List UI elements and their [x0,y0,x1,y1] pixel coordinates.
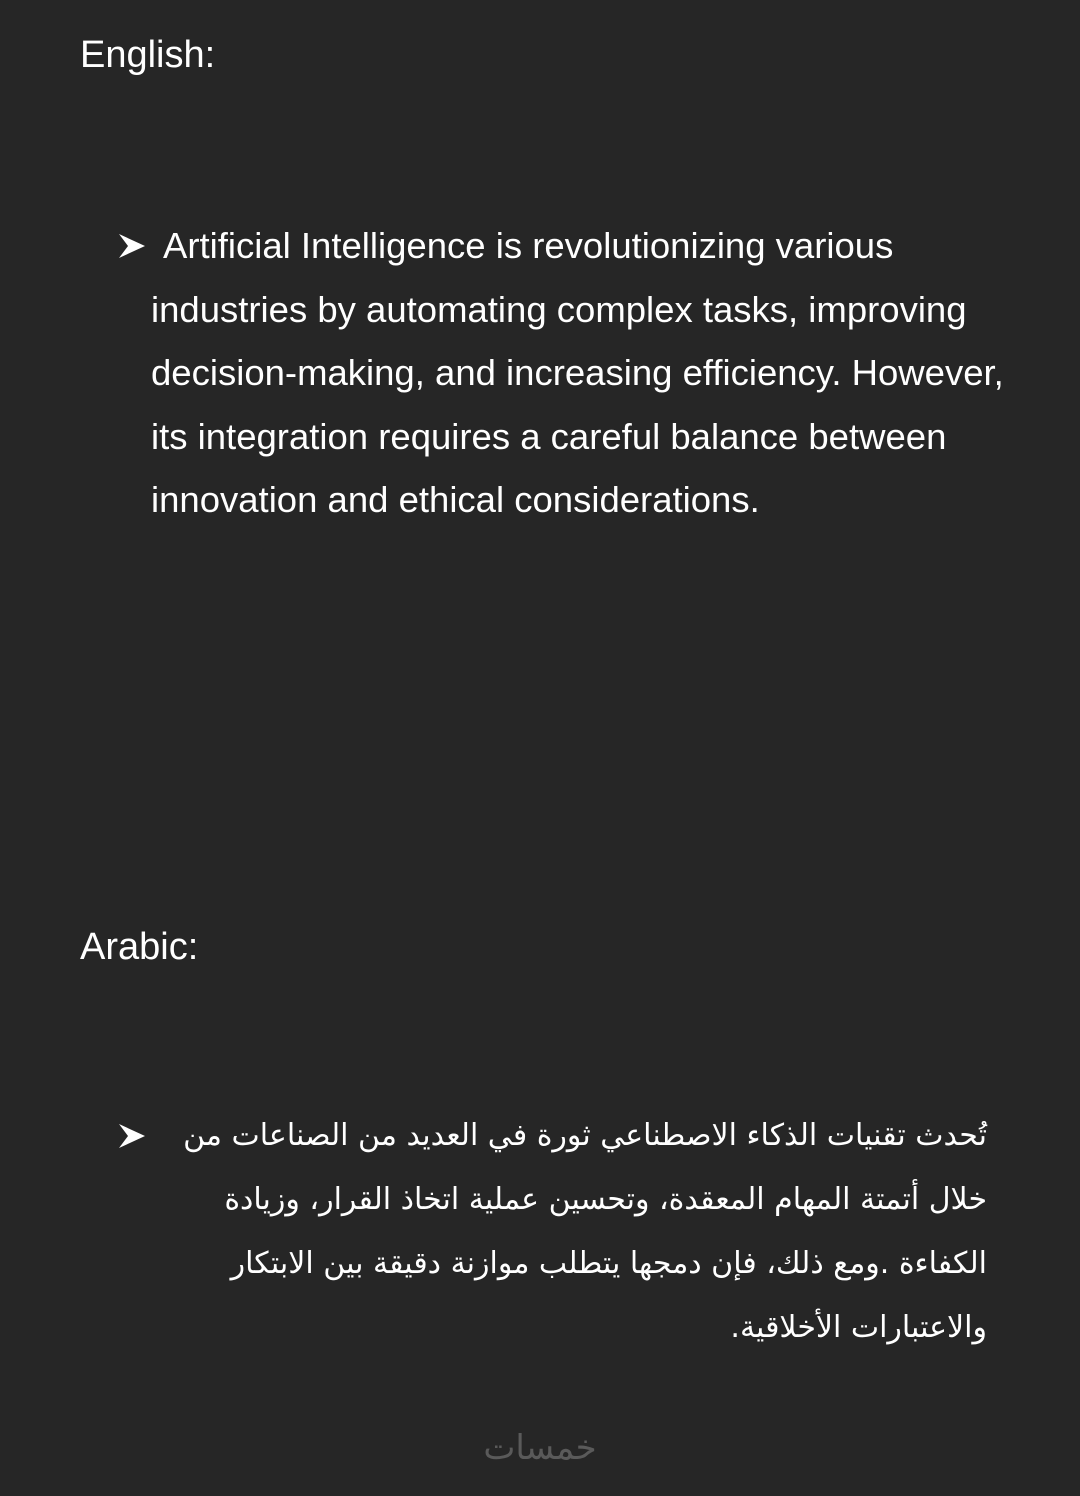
arabic-paragraph: تُحدث تقنيات الذكاء الاصطناعي ثورة في العديد من الصناعات من خلال أتمتة المهام المعقدة، وتحسين عملية اتخاذ القرار، وزيادة الكفاءة .ومع ذلك، فإن دمجها يتطلب موازنة دقيقة بين الابتكار والاعتبارات الأخلاقية. [183,1118,987,1345]
arabic-bullet-item [115,1104,1015,1360]
english-paragraph: Artificial Intelligence is revolutionizing various industries by automating complex tasks, improving decision-making, and increasing efficiency. However, its integration requires a careful balance between innovation and ethical considerations. [151,225,1004,521]
arrowhead-bullet-icon [115,1104,149,1168]
english-bullet-item [115,214,1015,532]
arabic-heading: Arabic: [80,926,199,968]
khamsat-watermark: خمسات [483,1428,597,1468]
arrowhead-bullet-icon [115,214,149,278]
english-heading: English: [80,34,216,76]
